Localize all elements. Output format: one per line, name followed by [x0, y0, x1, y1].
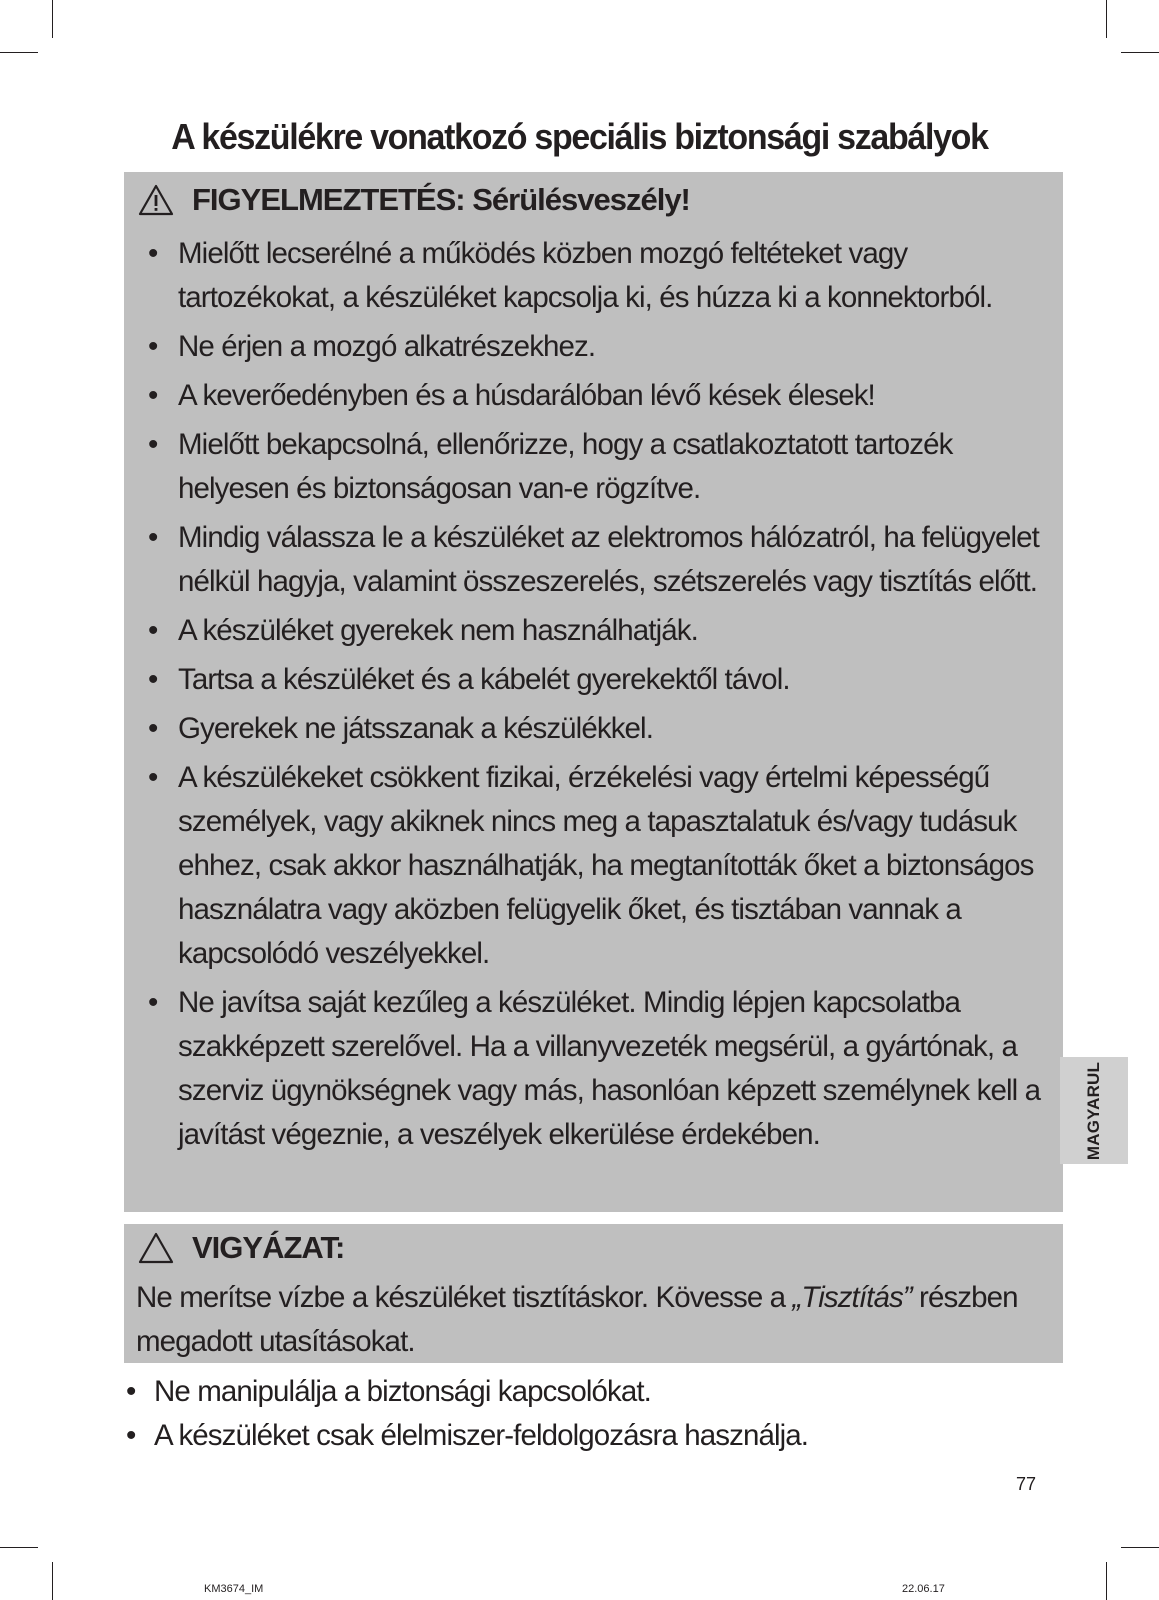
caution-triangle-icon [138, 1232, 174, 1264]
caution-text-part: részben megadott utasításokat. [136, 1281, 1018, 1358]
footer-date: 22.06.17 [902, 1583, 945, 1595]
list-item: • Tartsa a készüléket és a kábelét gyerekektől távol. [136, 658, 1066, 702]
warning-heading: FIGYELMEZTETÉS: Sérülésveszély! [192, 182, 690, 217]
list-item: • Gyerekek ne játsszanak a készülékkel. [136, 707, 1066, 751]
list-item: • A készülékeket csökkent fizikai, érzékelési vagy értelmi képességű személyek, vagy akiknek nincs meg a tapasztalatuk és/vagy tudásuk ehhez, csak akkor használhatják, ha megtanították őket a biztonságos használatra vagy aközben felügyelik őket, és tisztában vannak a kapcsolódó veszélyekkel. [136, 756, 1066, 976]
list-item: • A készüléket gyerekek nem használhatják. [136, 609, 1066, 653]
list-item: • Ne manipulálja a biztonsági kapcsolókat. [124, 1370, 1044, 1414]
page-number: 77 [1016, 1474, 1037, 1494]
warning-box [124, 172, 1063, 1212]
list-item: • Mindig válassza le a készüléket az elektromos hálózatról, ha felügyelet nélkül hagyja, valamint összeszerelés, szétszerelés vagy tisztítás előtt. [136, 516, 1066, 604]
caution-box [124, 1224, 1063, 1363]
list-item: • Mielőtt bekapcsolná, ellenőrizze, hogy a csatlakoztatott tartozék helyesen és biztonságosan van-e rögzítve. [136, 423, 1066, 511]
list-item: • Ne érjen a mozgó alkatrészekhez. [136, 325, 1066, 369]
crop-mark [1121, 52, 1159, 53]
caution-heading: VIGYÁZAT: [192, 1230, 345, 1265]
warning-heading-row [138, 182, 690, 218]
crop-mark [1121, 1547, 1159, 1548]
language-tab-label: MAGYARUL [1084, 1061, 1104, 1160]
crop-mark [1106, 0, 1107, 38]
crop-mark [0, 1547, 38, 1548]
caution-text-italic: „Tisztítás” [792, 1281, 912, 1314]
caution-text [136, 1276, 1036, 1364]
list-item: • Mielőtt lecserélné a működés közben mozgó feltéteket vagy tartozékokat, a készüléket kapcsolja ki, és húzza ki a konnektorból. [136, 232, 1066, 320]
page-title: A készülékre vonatkozó speciális biztonsági szabályok [171, 116, 988, 157]
footer-doc-id: KM3674_IM [204, 1583, 264, 1595]
crop-mark [52, 0, 53, 38]
crop-mark [1106, 1562, 1107, 1600]
language-tab [1060, 1057, 1128, 1164]
list-item: • Ne javítsa saját kezűleg a készüléket. Mindig lépjen kapcsolatba szakképzett szerelővel. Ha a villanyvezeték megsérül, a gyártónak, a szerviz ügynökségnek vagy más, hasonlóan képzett személynek kell a javítást végeznie, a veszélyek elkerülése érdekében. [136, 981, 1066, 1157]
caution-text-part: Ne merítse vízbe a készüléket tisztításkor. Kövesse a [136, 1281, 793, 1314]
bottom-list [124, 1370, 1044, 1458]
crop-mark [0, 52, 38, 53]
warning-triangle-icon [138, 184, 174, 216]
list-item: • A készüléket csak élelmiszer-feldolgozásra használja. [124, 1414, 1044, 1458]
caution-heading-row [138, 1230, 344, 1266]
list-item: • A keverőedényben és a húsdarálóban lévő kések élesek! [136, 374, 1066, 418]
crop-mark [52, 1562, 53, 1600]
warning-list [136, 232, 1066, 1162]
